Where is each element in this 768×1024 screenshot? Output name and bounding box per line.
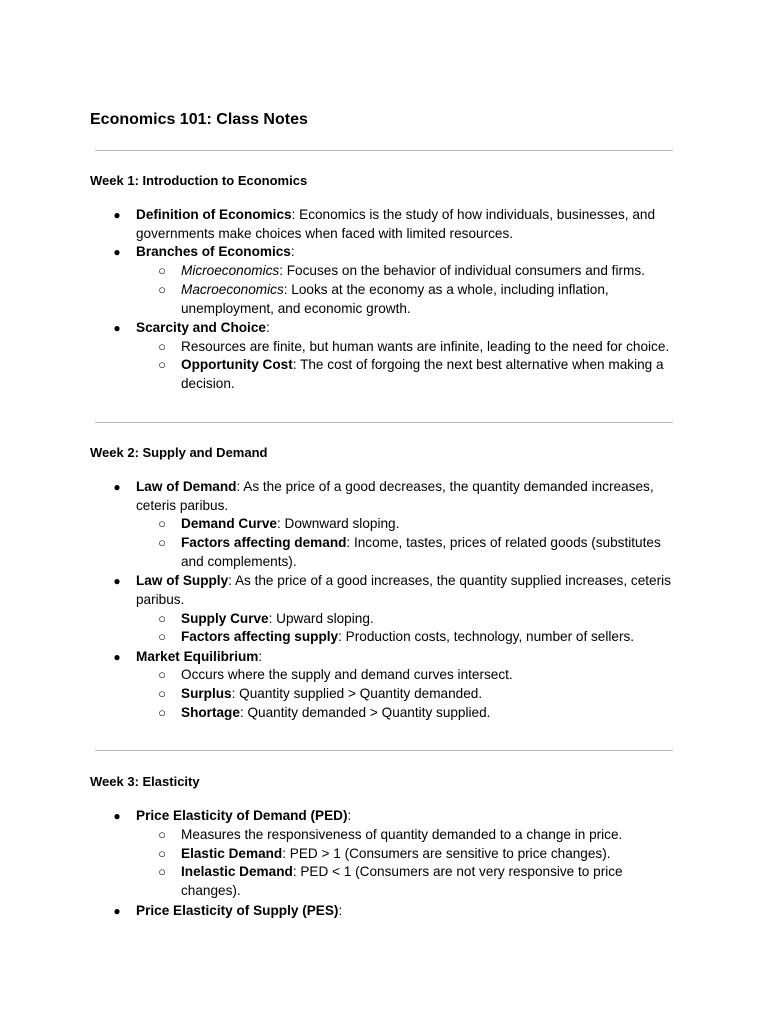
- sub-bullet-item: [158, 666, 681, 685]
- bullet-item: [113, 206, 681, 244]
- bullet-item: [113, 243, 681, 262]
- bullet-circle-icon: ○: [158, 516, 166, 531]
- bullet-circle-icon: ○: [158, 357, 166, 372]
- term-label: Scarcity and Choice: [136, 320, 266, 335]
- sub-bullet-item: [158, 863, 681, 901]
- bullet-disc-icon: ●: [113, 650, 121, 664]
- item-text: : Quantity supplied > Quantity demanded.: [231, 686, 483, 701]
- bullet-item: [113, 648, 681, 667]
- sub-bullet-item: [158, 262, 681, 281]
- sub-bullet-item: [158, 685, 681, 704]
- bullet-disc-icon: ●: [113, 245, 121, 259]
- divider: [95, 422, 673, 423]
- bullet-circle-icon: ○: [158, 686, 166, 701]
- item-text: Resources are finite, but human wants are infinite, leading to the need for choice.: [181, 339, 670, 354]
- term-label: Price Elasticity of Supply (PES): [136, 903, 339, 918]
- term-label: Inelastic Demand: [181, 864, 293, 879]
- sub-bullet-item: [158, 515, 681, 534]
- bullet-circle-icon: ○: [158, 667, 166, 682]
- item-text: : Looks at the economy as a whole, including inflation, unemployment, and economic growth.: [181, 282, 609, 316]
- sub-bullet-item: [158, 281, 681, 319]
- item-text: : The cost of forgoing the next best alternative when making a decision.: [181, 357, 664, 391]
- bullet-circle-icon: ○: [158, 705, 166, 720]
- item-text: : Income, tastes, prices of related goods (substitutes and complements).: [181, 535, 661, 569]
- bullet-circle-icon: ○: [158, 339, 166, 354]
- term-label: Law of Demand: [136, 479, 237, 494]
- bullet-circle-icon: ○: [158, 629, 166, 644]
- bullet-circle-icon: ○: [158, 535, 166, 550]
- bullet-disc-icon: ●: [113, 321, 121, 335]
- term-label: Factors affecting supply: [181, 629, 339, 644]
- item-text: :: [338, 903, 343, 918]
- bullet-item: [113, 572, 681, 610]
- bullet-item: [113, 319, 681, 338]
- item-text: : PED < 1 (Consumers are not very responsive to price changes).: [181, 864, 623, 898]
- term-label: Microeconomics: [181, 263, 280, 278]
- week-3-heading: Week 3: Elasticity: [90, 774, 200, 789]
- week-2-heading: Week 2: Supply and Demand: [90, 445, 268, 460]
- item-text: :: [265, 320, 270, 335]
- bullet-circle-icon: ○: [158, 263, 166, 278]
- item-text: : Quantity demanded > Quantity supplied.: [239, 705, 491, 720]
- document-title: Economics 101: Class Notes: [90, 111, 308, 128]
- sub-bullet-item: [158, 826, 681, 845]
- divider: [95, 750, 673, 751]
- term-label: Market Equilibrium: [136, 649, 259, 664]
- term-label: Elastic Demand: [181, 846, 283, 861]
- item-text: : Focuses on the behavior of individual consumers and firms.: [279, 263, 645, 278]
- item-text: : As the price of a good decreases, the quantity demanded increases, ceteris paribus.: [136, 479, 654, 513]
- week-1-heading: Week 1: Introduction to Economics: [90, 173, 308, 188]
- divider: [95, 150, 673, 151]
- bullet-item: [113, 478, 681, 516]
- item-text: : PED > 1 (Consumers are sensitive to price changes).: [282, 846, 611, 861]
- bullet-disc-icon: ●: [113, 904, 121, 918]
- term-label: Law of Supply: [136, 573, 229, 588]
- bullet-circle-icon: ○: [158, 611, 166, 626]
- bullet-disc-icon: ●: [113, 574, 121, 588]
- item-text: : Upward sloping.: [268, 611, 374, 626]
- bullet-item: [113, 902, 681, 921]
- term-label: Opportunity Cost: [181, 357, 293, 372]
- item-text: : Production costs, technology, number of sellers.: [338, 629, 635, 644]
- item-text: :: [258, 649, 263, 664]
- sub-bullet-item: [158, 338, 681, 357]
- term-label: Macroeconomics: [181, 282, 284, 297]
- term-label: Surplus: [181, 686, 232, 701]
- bullet-disc-icon: ●: [113, 809, 121, 823]
- item-text: Measures the responsiveness of quantity demanded to a change in price.: [181, 827, 623, 842]
- term-label: Demand Curve: [181, 516, 277, 531]
- sub-bullet-item: [158, 704, 681, 723]
- bullet-circle-icon: ○: [158, 282, 166, 297]
- term-label: Shortage: [181, 705, 240, 720]
- bullet-item: [113, 807, 681, 826]
- bullet-circle-icon: ○: [158, 846, 166, 861]
- term-label: Definition of Economics: [136, 207, 292, 222]
- bullet-circle-icon: ○: [158, 864, 166, 879]
- item-text: : As the price of a good increases, the quantity supplied increases, ceteris paribus.: [136, 573, 671, 607]
- bullet-circle-icon: ○: [158, 827, 166, 842]
- sub-bullet-item: [158, 845, 681, 864]
- bullet-disc-icon: ●: [113, 208, 121, 222]
- term-label: Price Elasticity of Demand (PED): [136, 808, 348, 823]
- item-text: : Economics is the study of how individuals, businesses, and governments make choices when faced with limited resources.: [136, 207, 656, 241]
- item-text: : Downward sloping.: [276, 516, 400, 531]
- sub-bullet-item: [158, 610, 681, 629]
- term-label: Supply Curve: [181, 611, 269, 626]
- sub-bullet-item: [158, 356, 681, 394]
- item-text: Occurs where the supply and demand curves intersect.: [181, 667, 513, 682]
- sub-bullet-item: [158, 534, 681, 572]
- term-label: Branches of Economics: [136, 244, 291, 259]
- bullet-disc-icon: ●: [113, 480, 121, 494]
- term-label: Factors affecting demand: [181, 535, 347, 550]
- item-text: :: [290, 244, 295, 259]
- sub-bullet-item: [158, 628, 681, 647]
- item-text: :: [347, 808, 352, 823]
